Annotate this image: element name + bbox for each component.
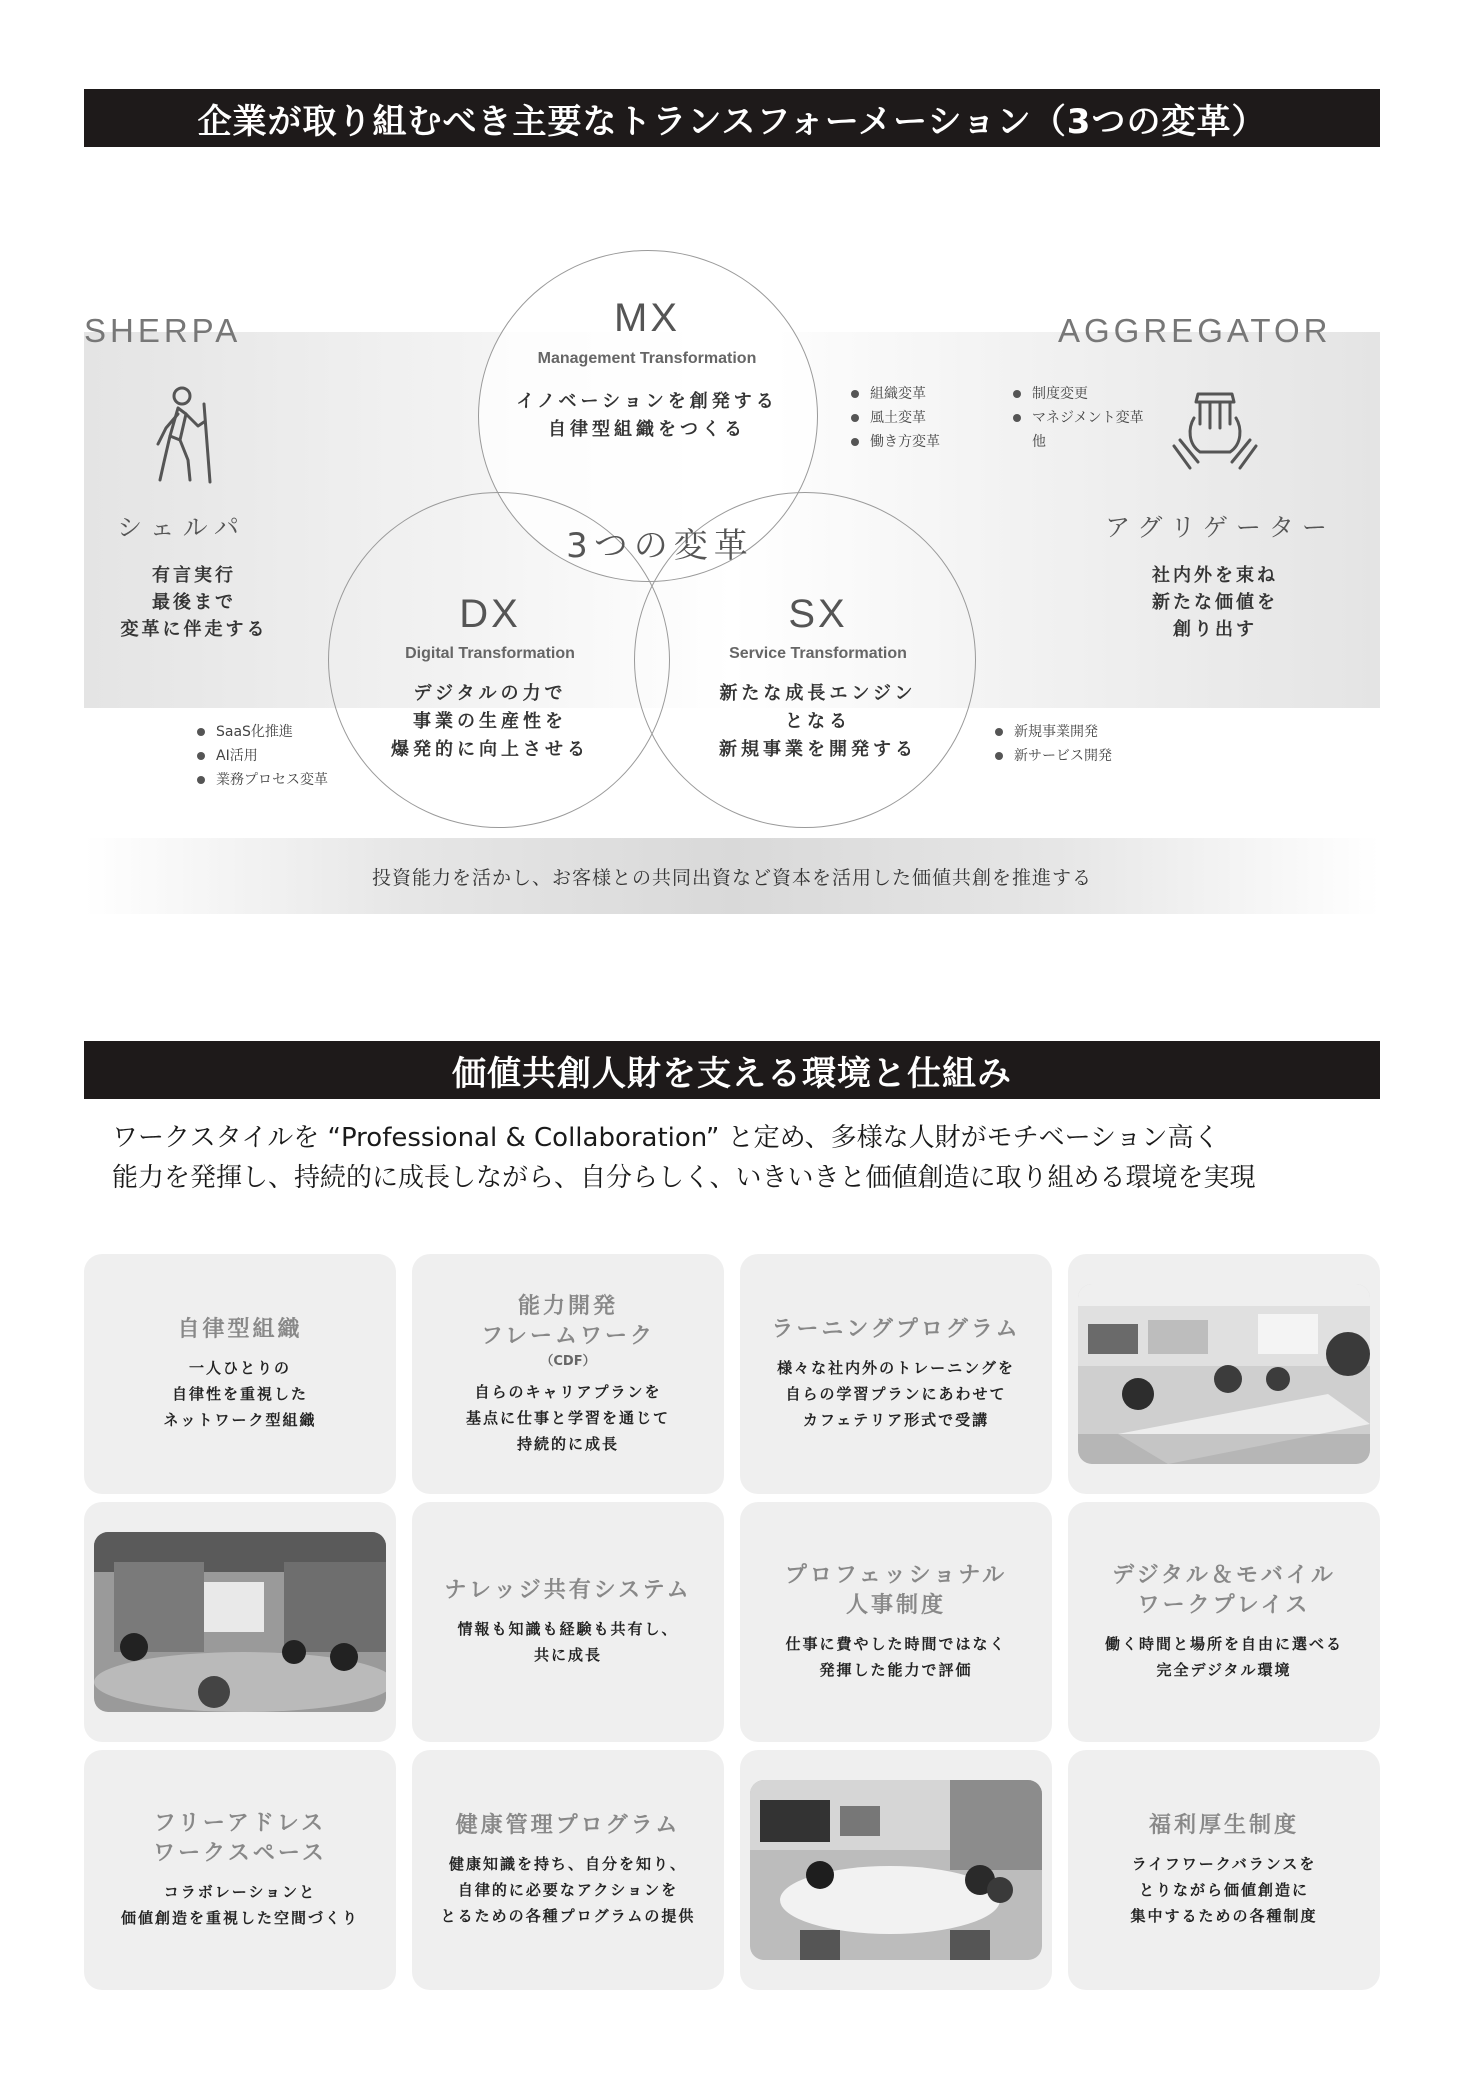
section2-title: 価値共創人財を支える環境と仕組み — [452, 1053, 1012, 1094]
card-photo-office — [1068, 1254, 1380, 1494]
intro-line-1: ワークスタイルを “Professional & Collaboration” と定め、多様な人財がモチベーション高く — [112, 1123, 1220, 1153]
card-description: 一人ひとりの 自律性を重視した ネットワーク型組織 — [163, 1359, 317, 1429]
aggregator-description: 社内外を束ね 新たな価値を 創り出す — [1152, 565, 1278, 640]
card-description: 仕事に費やした時間ではなく 発揮した能力で評価 — [785, 1635, 1007, 1679]
card-title: 自律型組織 — [177, 1317, 303, 1342]
mx-description: イノベーションを創発する 自律型組織をつくる — [516, 391, 778, 440]
bottom-band — [84, 838, 1380, 914]
meeting-room-photo — [750, 1780, 1042, 1960]
section2-title-bar — [84, 1041, 1380, 1099]
bottom-band-text: 投資能力を活かし、お客様との共同出資など資本を活用した価値共創を推進する — [371, 866, 1092, 889]
list-item: 組織変革 — [848, 382, 940, 406]
aggregator-en-label: AGGREGATOR — [1058, 312, 1332, 349]
list-item: 他 — [1032, 434, 1046, 450]
card-autonomous-org — [84, 1254, 396, 1494]
dx-title: DX — [459, 592, 521, 636]
card-description: 自らのキャリアプランを 基点に仕事と学習を通じて 持続的に成長 — [465, 1382, 670, 1453]
dx-bullets — [194, 720, 328, 792]
list-item: 新サービス開発 — [992, 744, 1112, 768]
card-title: フリーアドレス ワークスペース — [153, 1811, 327, 1866]
intro-line-2: 能力を発揮し、持続的に成長しながら、自分らしく、いきいきと価値創造に取り組める環境を実現 — [112, 1163, 1256, 1193]
section1-title-bar — [84, 89, 1380, 147]
list-item: 働き方変革 — [848, 430, 940, 454]
card-title: ナレッジ共有システム — [444, 1578, 692, 1603]
card-description: 健康知識を持ち、自分を知り、 自律的に必要なアクションを とるための各種プログラムの提供 — [440, 1855, 696, 1925]
card-learning-program — [740, 1254, 1052, 1494]
dx-subtitle: Digital Transformation — [405, 645, 575, 662]
list-item: 新規事業開発 — [992, 720, 1112, 744]
sherpa-jp-label: シェルパ — [117, 513, 247, 542]
hiker-icon — [140, 384, 220, 488]
list-item: マネジメント変革 — [1010, 406, 1144, 430]
center-label: 3つの変革 — [566, 526, 754, 566]
card-photo-meeting — [740, 1750, 1052, 1990]
intro-text — [112, 1118, 1372, 1198]
card-welfare — [1068, 1750, 1380, 1990]
aggregator-jp-label: アグリゲーター — [1105, 513, 1335, 542]
mx-title: MX — [614, 296, 680, 340]
sx-subtitle: Service Transformation — [729, 645, 907, 662]
card-description: 情報も知識も経験も共有し、 共に成長 — [457, 1620, 679, 1664]
sherpa-en-label: SHERPA — [84, 312, 242, 349]
list-item: 風土変革 — [848, 406, 940, 430]
sherpa-description: 有言実行 最後まで 変革に伴走する — [120, 565, 268, 640]
card-description: 様々な社内外のトレーニングを 自らの学習プランにあわせて カフェテリア形式で受講 — [777, 1359, 1015, 1429]
list-item: 業務プロセス変革 — [194, 768, 328, 792]
card-title: 能力開発 フレームワーク — [480, 1293, 656, 1349]
sx-bullets — [992, 720, 1112, 768]
mx-subtitle: Management Transformation — [537, 350, 757, 367]
card-subtitle: （CDF） — [540, 1353, 596, 1369]
sx-title: SX — [788, 592, 848, 636]
list-item: 制度変更 — [1010, 382, 1144, 406]
card-description: ライフワークバランスを とりながら価値創造に 集中するための各種制度 — [1130, 1855, 1318, 1925]
card-digital-workplace — [1068, 1502, 1380, 1742]
card-title: 健康管理プログラム — [455, 1813, 681, 1838]
card-title: デジタル＆モバイル ワークプレイス — [1112, 1563, 1336, 1618]
sx-description: 新たな成長エンジン となる 新規事業を開発する — [719, 683, 917, 760]
office-photo — [1078, 1284, 1370, 1464]
mx-bullets-b — [1010, 382, 1144, 454]
dx-description: デジタルの力で 事業の生産性を 爆発的に向上させる — [391, 683, 589, 760]
card-professional-hr — [740, 1502, 1052, 1742]
card-description: コラボレーションと 価値創造を重視した空間づくり — [120, 1883, 359, 1927]
card-knowledge-sharing — [412, 1502, 724, 1742]
event-space-photo — [94, 1532, 386, 1712]
mx-bullets-a — [848, 382, 940, 454]
card-grid — [84, 1254, 1380, 1992]
joined-hands-icon — [1170, 388, 1260, 476]
section1-title: 企業が取り組むべき主要なトランスフォーメーション（3つの変革） — [197, 101, 1267, 142]
card-cdf — [412, 1254, 724, 1494]
list-item: SaaS化推進 — [194, 720, 328, 744]
card-title: ラーニングプログラム — [771, 1317, 1021, 1342]
card-health-program — [412, 1750, 724, 1990]
list-item: AI活用 — [194, 744, 328, 768]
card-description: 働く時間と場所を自由に選べる 完全デジタル環境 — [1104, 1635, 1343, 1679]
card-photo-event — [84, 1502, 396, 1742]
card-free-address — [84, 1750, 396, 1990]
card-title: 福利厚生制度 — [1148, 1813, 1299, 1838]
card-title: プロフェッショナル 人事制度 — [784, 1563, 1008, 1618]
